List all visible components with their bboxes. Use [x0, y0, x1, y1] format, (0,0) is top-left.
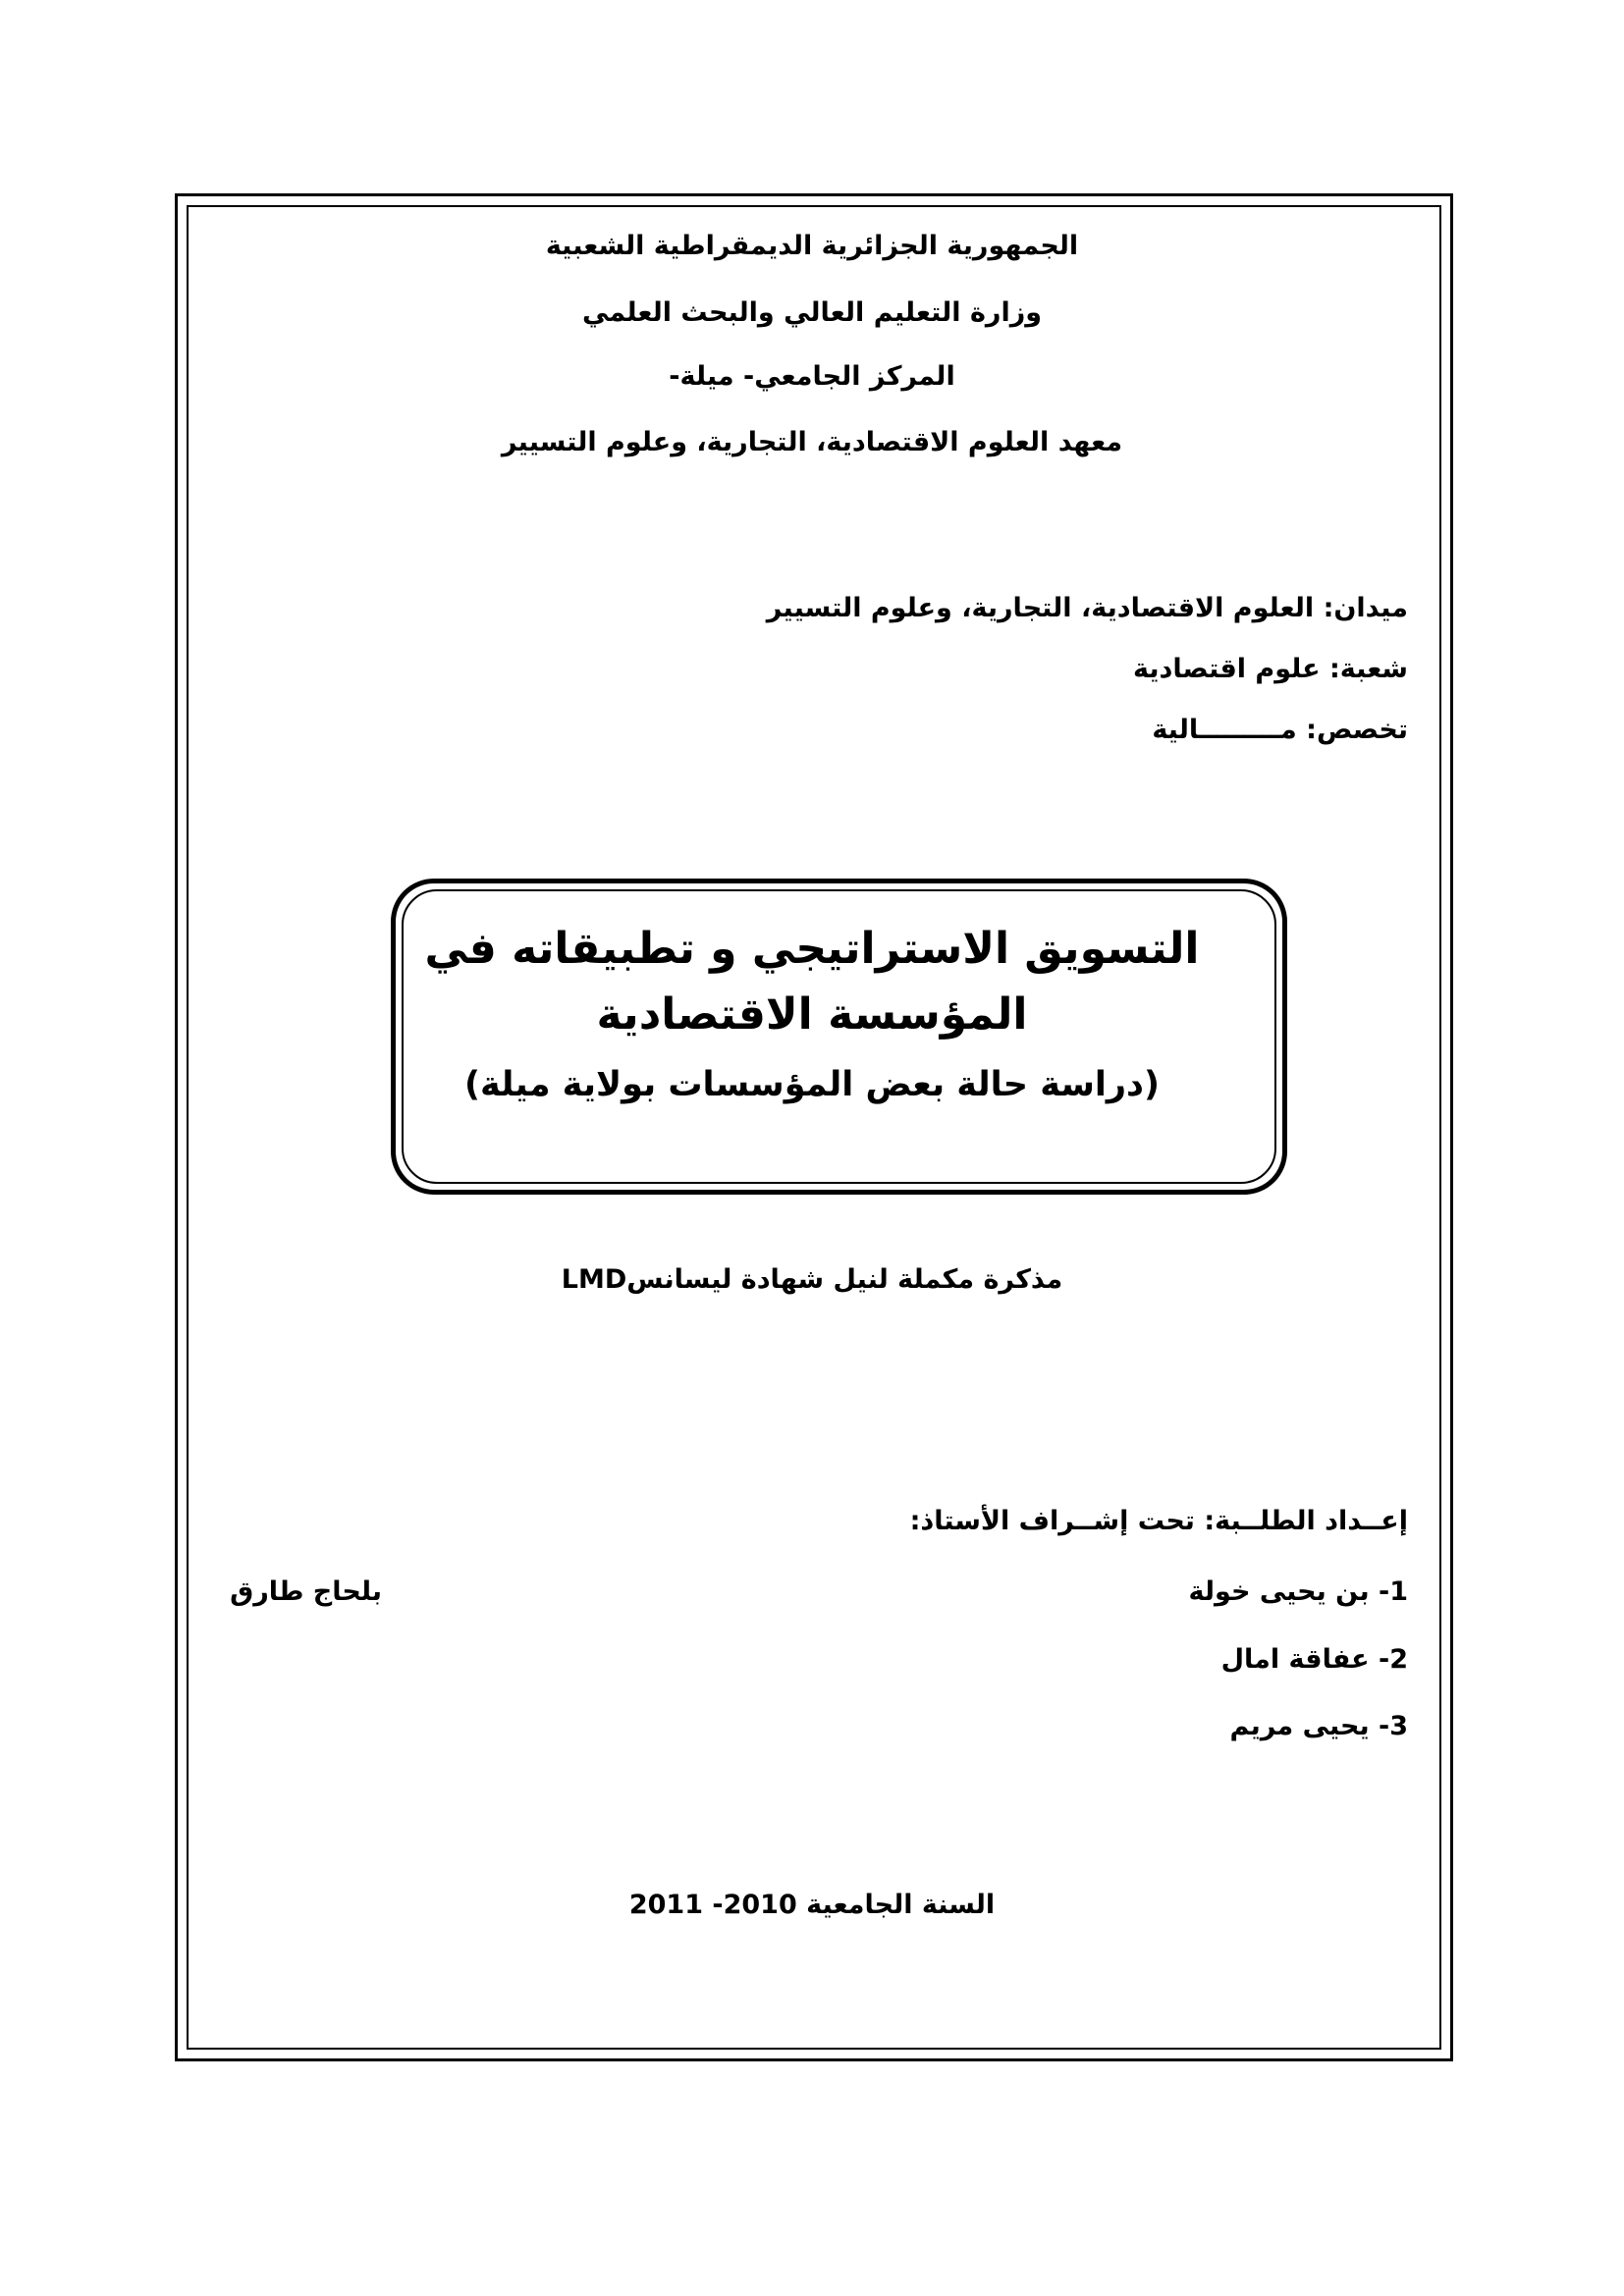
supervisor-label: تحت إشــراف الأستاذ:	[909, 1506, 1195, 1536]
specialty-line: تخصص: مـــــــــالية	[1152, 715, 1408, 745]
branch-line: شعبة: علوم اقتصادية	[1132, 654, 1408, 684]
degree-text: مذكرة مكملة لنيل شهادة ليسانس	[626, 1264, 1063, 1295]
academic-year: السنة الجامعية 2010- 2011	[628, 1890, 996, 1920]
degree-abbreviation: LMD	[561, 1264, 627, 1295]
student-name-3: 3- يحيى مريم	[1229, 1711, 1408, 1741]
republic-heading: الجمهورية الجزائرية الديمقراطية الشعبية	[545, 231, 1079, 261]
thesis-title-line-2: المؤسسة الاقتصادية	[596, 989, 1028, 1040]
student-name-2: 2- عفاقة امال	[1220, 1644, 1408, 1675]
ministry-heading: وزارة التعليم العالي والبحث العلمي	[581, 297, 1043, 328]
institute-heading: معهد العلوم الاقتصادية، التجارية، وعلوم التسيير	[501, 427, 1123, 457]
thesis-title-line-1: التسويق الاستراتيجي و تطبيقاته في	[424, 924, 1200, 974]
student-name-1: 1- بن يحيى خولة	[1188, 1576, 1408, 1607]
field-line: ميدان: العلوم الاقتصادية، التجارية، وعلوم التسيير	[766, 593, 1408, 623]
degree-statement	[0, 1266, 1624, 1293]
thesis-subtitle: (دراسة حالة بعض المؤسسات بولاية ميلة)	[464, 1065, 1160, 1104]
supervisor-name: بلحاج طارق	[230, 1576, 382, 1607]
credits-labels	[910, 1508, 1408, 1534]
university-center-heading: المركز الجامعي- ميلة-	[669, 361, 955, 392]
students-label: إعــداد الطلــبة:	[1204, 1506, 1408, 1536]
